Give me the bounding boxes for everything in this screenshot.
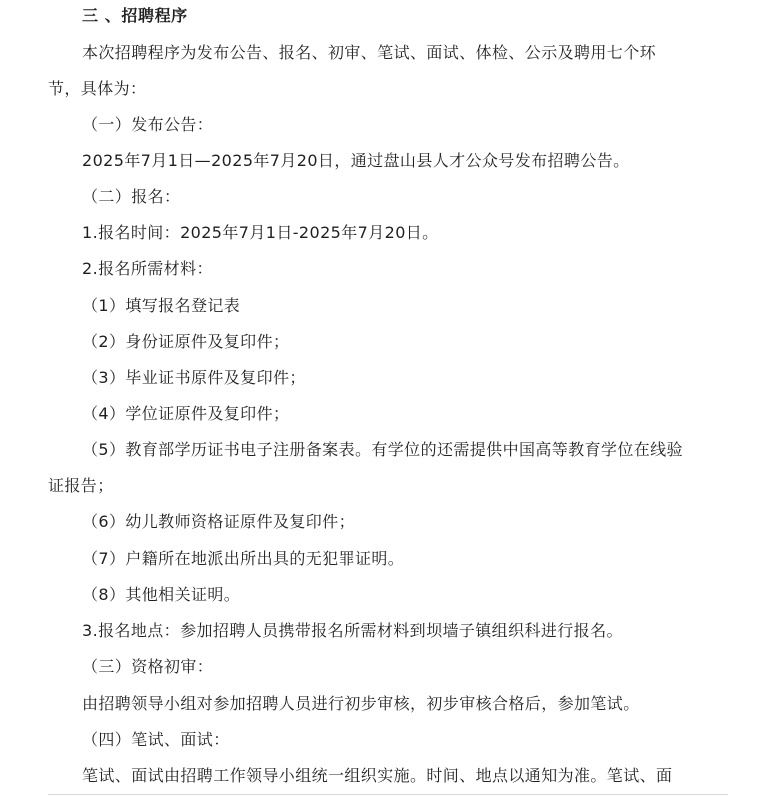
materials-item: （5）教育部学历证书电子注册备案表。有学位的还需提供中国高等教育学位在线验 xyxy=(82,440,683,459)
step1-text: 2025年7月1日—2025年7月20日，通过盘山县人才公众号发布招聘公告。 xyxy=(82,151,630,170)
materials-item: （7）户籍所在地派出所出具的无犯罪证明。 xyxy=(82,549,405,568)
intro-paragraph-line-2: 节，具体为： xyxy=(48,79,147,98)
materials-item: （4）学位证原件及复印件； xyxy=(82,404,290,423)
registration-time: 1.报名时间：2025年7月1日-2025年7月20日。 xyxy=(82,223,439,242)
section-heading: 三 、招聘程序 xyxy=(82,6,188,25)
materials-title: 2.报名所需材料： xyxy=(82,259,213,278)
materials-item-continuation: 证报告； xyxy=(48,476,114,495)
registration-location: 3.报名地点：参加招聘人员携带报名所需材料到坝墙子镇组织科进行报名。 xyxy=(82,621,623,640)
materials-item: （8）其他相关证明。 xyxy=(82,585,241,604)
step2-title: （二）报名： xyxy=(82,187,181,206)
page-bottom-divider xyxy=(48,794,728,795)
step3-title: （三）资格初审： xyxy=(82,657,214,676)
materials-item: （2）身份证原件及复印件； xyxy=(82,332,290,351)
step4-text: 笔试、面试由招聘工作领导小组统一组织实施。时间、地点以通知为准。笔试、面 xyxy=(82,766,673,785)
step1-title: （一）发布公告： xyxy=(82,115,214,134)
step4-title: （四）笔试、面试： xyxy=(82,730,230,749)
materials-item: （1）填写报名登记表 xyxy=(82,296,241,315)
materials-item: （6）幼儿教师资格证原件及复印件； xyxy=(82,512,355,531)
materials-item: （3）毕业证书原件及复印件； xyxy=(82,368,306,387)
intro-paragraph-line-1: 本次招聘程序为发布公告、报名、初审、笔试、面试、体检、公示及聘用七个环 xyxy=(82,43,657,62)
step3-text: 由招聘领导小组对参加招聘人员进行初步审核，初步审核合格后，参加笔试。 xyxy=(82,694,640,713)
